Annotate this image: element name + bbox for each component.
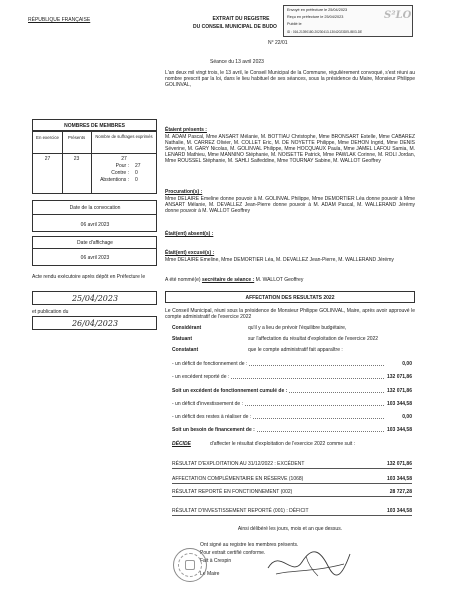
- deliberation-number: N° 22/01: [268, 40, 288, 46]
- result-value: 103 344,58: [386, 476, 412, 482]
- intro-paragraph: L'an deux mil vingt trois, le 13 avril, le Conseil Municipal de la Commune, régulièrement convoqué, s'est réuni au nombre prescrit par la loi, dans le lieu habituel de ses séances, sous la présidence du Maire, Monsieur Philippe GOLINVAL,: [165, 70, 415, 88]
- receipt-published: Publié le: [287, 22, 302, 26]
- result-value: 132 071,86: [386, 461, 412, 467]
- pour-label: Pour :: [115, 163, 129, 169]
- extrait-title-1: EXTRAIT DU REGISTRE: [212, 16, 270, 22]
- closing-maire: Le Maire: [200, 571, 220, 577]
- figure-label: Soit un besoin de financement de :: [172, 427, 255, 433]
- figure-value: 0,00: [402, 361, 412, 367]
- statuant-text: sur l'affectation du résultat d'exploitation de l'exercice 2022: [248, 336, 379, 342]
- result-value: 28 727,28: [389, 489, 412, 495]
- seance-date: Séance du 13 avril 2023: [210, 59, 264, 65]
- presents-heading: Étaient présents :: [165, 127, 207, 133]
- members-title-text: NOMBRES DE MEMBRES: [64, 122, 125, 129]
- figure-row: [172, 401, 412, 407]
- value-exprimes: 27: [121, 156, 127, 162]
- publication-date-box: [32, 316, 157, 330]
- result-label: AFFECTATION COMPLÉMENTAIRE EN RÉSERVE (1068): [172, 476, 304, 482]
- acte-date: 25/04/2023: [71, 294, 119, 303]
- figure-label: - un déficit des restes à réaliser de :: [172, 414, 252, 420]
- municipal-seal-icon: [173, 548, 207, 582]
- affichage-box: [32, 236, 157, 266]
- figure-label: - un déficit d'investissement de :: [172, 401, 243, 407]
- secretaire-line: [165, 277, 303, 283]
- procurations-heading: Procuration(s) :: [165, 189, 203, 195]
- col-exercice: En exercice: [36, 135, 59, 140]
- closing-signed: Ont signé au registre les membres présents.: [200, 542, 299, 548]
- affectation-title-box: [165, 291, 415, 303]
- closing-certified: Pour extrait certifié conforme.: [200, 550, 266, 556]
- result-label: RÉSULTAT REPORTÉ EN FONCTIONNEMENT (002): [172, 489, 293, 495]
- figure-value: 132 071,86: [386, 374, 412, 380]
- figure-row: [172, 388, 412, 394]
- col-exprimes: Nombre de suffrages exprimés: [95, 134, 153, 139]
- acte-date-box: [32, 291, 157, 305]
- body-intro: Le Conseil Municipal, réuni sous la présidence de Monsieur Philippe GOLINVAL, Maire, après avoir approuvé le compte administratif de l'exercice 2022: [165, 308, 415, 320]
- extrait-title-2: DU CONSEIL MUNICIPAL DE BUDO: [193, 24, 277, 30]
- figure-row: [172, 414, 412, 420]
- convocation-label: Date de la convocation: [69, 205, 121, 211]
- considerant-text: qu'il y a lieu de prévoir l'équilibre budgétaire,: [248, 325, 347, 331]
- pour-value: 27: [135, 163, 141, 169]
- secretaire-label: secrétaire de séance :: [201, 277, 255, 283]
- convocation-date: 06 avril 2023: [80, 222, 110, 228]
- procurations-list: Mme DELAIRE Emeline donne pouvoir à M. GOLINVAL Philippe, Mme DEMORTIER Léa donne pouvoir à Mme ANSART Mélanie, M. DEVALLEZ Jean-Pierre donne pouvoir à M. ADAM Pascal, M. WALLERAND Jérémy donne pouvoir à M. WALLOT Geoffrey: [165, 196, 415, 214]
- affichage-label: Date d'affichage: [77, 240, 113, 246]
- statuant-label: Statuant: [172, 336, 192, 342]
- figure-row: [172, 361, 412, 367]
- closing-place: Fait à Crespin: [200, 558, 232, 564]
- receipt-id: ID : 016-21390180-20230413-13042023DELIB03-DE: [287, 30, 363, 34]
- figure-value: 103 344,58: [386, 401, 412, 407]
- excuses-heading: Était(ent) excusé(s) :: [165, 250, 215, 256]
- receipt-sent: Envoyé en préfecture le 25/04/2023: [287, 8, 348, 12]
- figure-value: 132 071,86: [386, 388, 412, 394]
- figure-value: 0,00: [402, 414, 412, 420]
- figure-value: 103 344,58: [386, 427, 412, 433]
- figure-row: [172, 374, 412, 380]
- decide-label: DÉCIDE: [172, 441, 191, 447]
- constatant-label: Constatant: [172, 347, 199, 353]
- closing-deliberated: Ainsi délibéré les jours, mois et an que dessus.: [237, 526, 343, 532]
- affectation-title: AFFECTATION DES RESULTATS 2022: [245, 294, 335, 301]
- figure-label: - un déficit de fonctionnement de :: [172, 361, 248, 367]
- slo-logo: S²LO: [384, 10, 412, 21]
- result-label: RÉSULTAT D'EXPLOITATION AU 31/12/2022 : EXCÉDENT: [172, 461, 305, 467]
- acte-executoire-note: Acte rendu exécutoire après dépôt en Préfecture le: [32, 274, 146, 280]
- figure-row: [172, 427, 412, 433]
- result-label: RÉSULTAT D'INVESTISSEMENT REPORTÉ (001) : DÉFICIT: [172, 508, 309, 514]
- convocation-box: [32, 200, 157, 232]
- members-table: [32, 131, 157, 194]
- mayor-signature-icon: [262, 540, 357, 585]
- contre-label: Contre :: [111, 170, 129, 176]
- members-table-title: [32, 119, 157, 131]
- figure-label: Soit un excédent de fonctionnement cumulé de :: [172, 388, 288, 394]
- absents-heading: Était(ent) absent(s) :: [165, 231, 214, 237]
- constatant-text: que le compte administratif fait apparaître :: [248, 347, 343, 353]
- result-value: 103 344,58: [386, 508, 412, 514]
- abstentions-value: 0: [135, 177, 138, 183]
- considerant-label: Considérant: [172, 325, 202, 331]
- value-presents: 23: [73, 156, 80, 162]
- excuses-list: Mme DELAIRE Emeline, Mme DEMORTIER Léa, M. DEVALLEZ Jean-Pierre, M. WALLERAND Jérémy: [165, 257, 394, 263]
- receipt-received: Reçu en préfecture le 25/04/2023: [287, 15, 344, 19]
- secretaire-name: M. WALLOT Geoffrey: [255, 277, 304, 283]
- col-presents: Présents: [67, 135, 86, 140]
- figure-label: - un excédent reporté de :: [172, 374, 230, 380]
- contre-value: 0: [135, 170, 138, 176]
- decide-text: d'affecter le résultat d'exploitation de l'exercice 2022 comme suit :: [210, 441, 356, 447]
- abstentions-label: Abstentions :: [100, 177, 129, 183]
- affichage-date: 06 avril 2023: [80, 255, 110, 261]
- secretaire-prefix: A été nommé(e): [165, 277, 201, 283]
- value-exercice: 27: [44, 156, 51, 162]
- republique-header: RÉPUBLIQUE FRANÇAISE: [28, 17, 91, 23]
- publication-label: et publication du: [32, 309, 69, 315]
- presents-list: M. ADAM Pascal, Mme ANSART Mélanie, M. BOTTIAU Christophe, Mme BRONSART Estelle, Mme CABAREZ Nathalie, M. CARREZ Olivier, M. COLLET Eric, M. DE NOYETTE Philippe, Mme DEHON Ingrid, Mme DENIS Séverine, M. GARY Nicolas, M. GOLINVAL Philippe, Mme HOCQUAUX Paula, Mme JAMEL LAFOU Samia, M. LENARD Mathieu, Mme MANNINO Stéphanie, M. NOISETTE Patrick, Mme PAWLAK Corinne, M. ROLI Jordan, Mme ROUSSEL Stéphanie, M. SAHLI Saifeddine, Mme TOURNAY Sabine, M. WALLOT Geoffrey: [165, 134, 415, 164]
- publication-date: 26/04/2023: [71, 319, 119, 328]
